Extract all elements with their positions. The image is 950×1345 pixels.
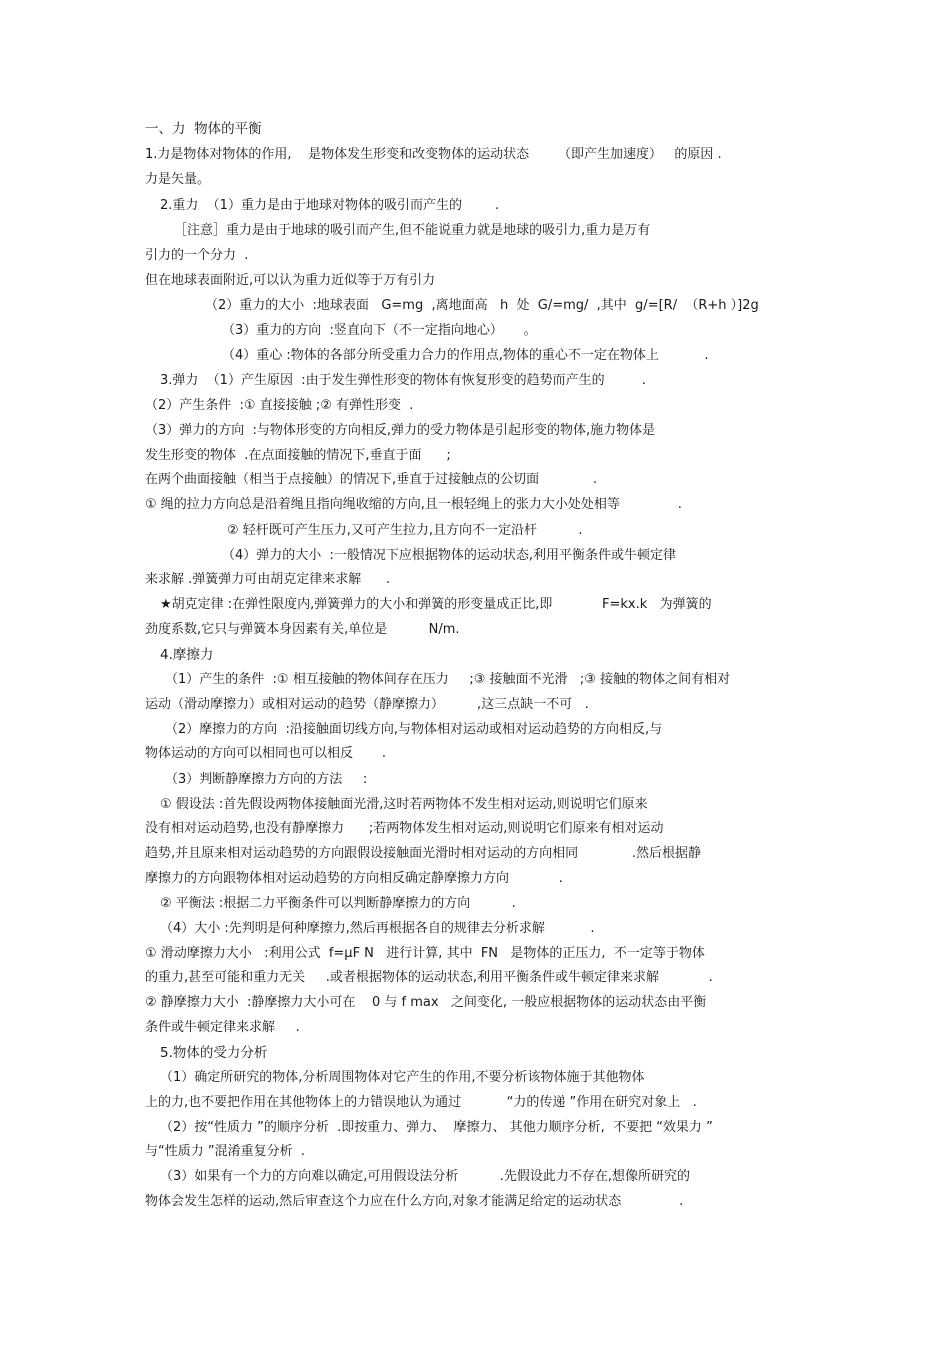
text-line: ② 平衡法 :根据二力平衡条件可以判断静摩擦力的方向 .	[160, 896, 516, 911]
text-line: ② 轻杆既可产生压力,又可产生拉力,且方向不一定沿杆 .	[227, 523, 583, 538]
text-line: 引力的一个分力 .	[145, 248, 249, 263]
text-line: ［注意］重力是由于地球的吸引而产生,但不能说重力就是地球的吸引力,重力是万有	[174, 223, 651, 238]
section-title: 5.物体的受力分析	[160, 1045, 268, 1061]
text-line: 物体会发生怎样的运动,然后审查这个力应在什么方向,对象才能满足给定的运动状态 .	[145, 1194, 684, 1209]
text-line: （3）判断静摩擦力方向的方法 :	[165, 772, 368, 787]
text-line: 物体运动的方向可以相同也可以相反 .	[145, 746, 387, 761]
text-line: ① 绳的拉力方向总是沿着绳且指向绳收缩的方向,且一根轻绳上的张力大小处处相等 .	[145, 497, 682, 512]
text-line: 的重力,甚至可能和重力无关 .或者根据物体的运动状态,利用平衡条件或牛顿定律来求解 .	[145, 970, 713, 985]
text-line: 3.弹力 （1）产生原因 :由于发生弹性形变的物体有恢复形变的趋势而产生的 .	[160, 373, 646, 388]
text-line: 上的力,也不要把作用在其他物体上的力错误地认为通过 “力的传递 ”作用在研究对象上 .	[145, 1095, 697, 1110]
text-line: （4）大小 :先判明是何种摩擦力,然后再根据各自的规律去分析求解 .	[160, 921, 595, 936]
text-line: ① 假设法 :首先假设两物体接触面光滑,这时若两物体不发生相对运动,则说明它们原来	[160, 797, 648, 812]
text-line: 发生形变的物体 .在点面接触的情况下,垂直于面 ;	[145, 448, 451, 463]
text-line: （4）弹力的大小 :一般情况下应根据物体的运动状态,利用平衡条件或牛顿定律	[222, 548, 677, 563]
text-line: 但在地球表面附近,可以认为重力近似等于万有引力	[145, 273, 436, 288]
text-line: 摩擦力的方向跟物体相对运动趋势的方向相反确定静摩擦力方向 .	[145, 871, 563, 886]
text-line: （2）重力的大小 :地球表面 G=mg ,离地面高 h 处 G/=mg/ ,其中 g/=[R/ （R+h ）]2g	[205, 298, 759, 313]
text-line: （1）确定所研究的物体,分析周围物体对它产生的作用,不要分析该物体施于其他物体	[160, 1070, 645, 1085]
section-title: 4.摩擦力	[160, 647, 214, 663]
text-line: 条件或牛顿定律来求解 .	[145, 1020, 300, 1035]
text-line: 趋势,并且原来相对运动趋势的方向跟假设接触面光滑时相对运动的方向相同 .然后根据静	[145, 846, 701, 861]
text-line: 劲度系数,它只与弹簧本身因素有关,单位是 N/m.	[145, 622, 460, 637]
text-line: （3）重力的方向 :竖直向下（不一定指向地心） 。	[222, 323, 537, 338]
text-line: （2）按“性质力 ”的顺序分析 .即按重力、弹力、 摩擦力、 其他力顺序分析, 不要把 “效果力 ”	[160, 1120, 713, 1135]
text-line: （1）产生的条件 :① 相互接触的物体间存在压力 ;③ 接触面不光滑 ;③ 接触的物体之间有相对	[165, 672, 731, 687]
text-line: （3）如果有一个力的方向难以确定,可用假设法分析 .先假设此力不存在,想像所研究的	[160, 1169, 690, 1184]
text-line: 力是矢量。	[145, 172, 211, 187]
text-line: 没有相对运动趋势,也没有静摩擦力 ;若两物体发生相对运动,则说明它们原来有相对运动	[145, 821, 664, 836]
text-line: 与“性质力 ”混淆重复分析 .	[145, 1144, 305, 1159]
text-line: （2）摩擦力的方向 :沿接触面切线方向,与物体相对运动或相对运动趋势的方向相反,与	[165, 722, 663, 737]
text-line: （3）弹力的方向 :与物体形变的方向相反,弹力的受力物体是引起形变的物体,施力物体是	[145, 423, 656, 438]
text-line: ① 滑动摩擦力大小 :利用公式 f=μF N 进行计算, 其中 FN 是物体的正压力, 不一定等于物体	[145, 946, 705, 961]
text-line: ★胡克定律 :在弹性限度内,弹簧弹力的大小和弹簧的形变量成正比,即 F=kx.k 为弹簧的	[160, 597, 712, 612]
text-line: 2.重力 （1）重力是由于地球对物体的吸引而产生的 .	[160, 198, 500, 213]
text-line: 来求解 .弹簧弹力可由胡克定律来求解 .	[145, 572, 391, 587]
text-line: （4）重心 :物体的各部分所受重力合力的作用点,物体的重心不一定在物体上 .	[222, 348, 709, 363]
section-title: 一、力 物体的平衡	[145, 121, 262, 137]
text-line: 运动（滑动摩擦力）或相对运动的趋势（静摩擦力） ,这三点缺一不可 .	[145, 697, 589, 712]
text-line: 在两个曲面接触（相当于点接触）的情况下,垂直于过接触点的公切面 .	[145, 472, 597, 487]
text-line: （2）产生条件 :① 直接接触 ;② 有弹性形变 .	[145, 398, 414, 413]
text-line: ② 静摩擦力大小 :静摩擦力大小可在 0 与 f max 之间变化, 一般应根据物体的运动状态由平衡	[145, 995, 707, 1010]
text-line: 1.力是物体对物体的作用, 是物体发生形变和改变物体的运动状态 （即产生加速度） 的原因 .	[145, 147, 722, 162]
